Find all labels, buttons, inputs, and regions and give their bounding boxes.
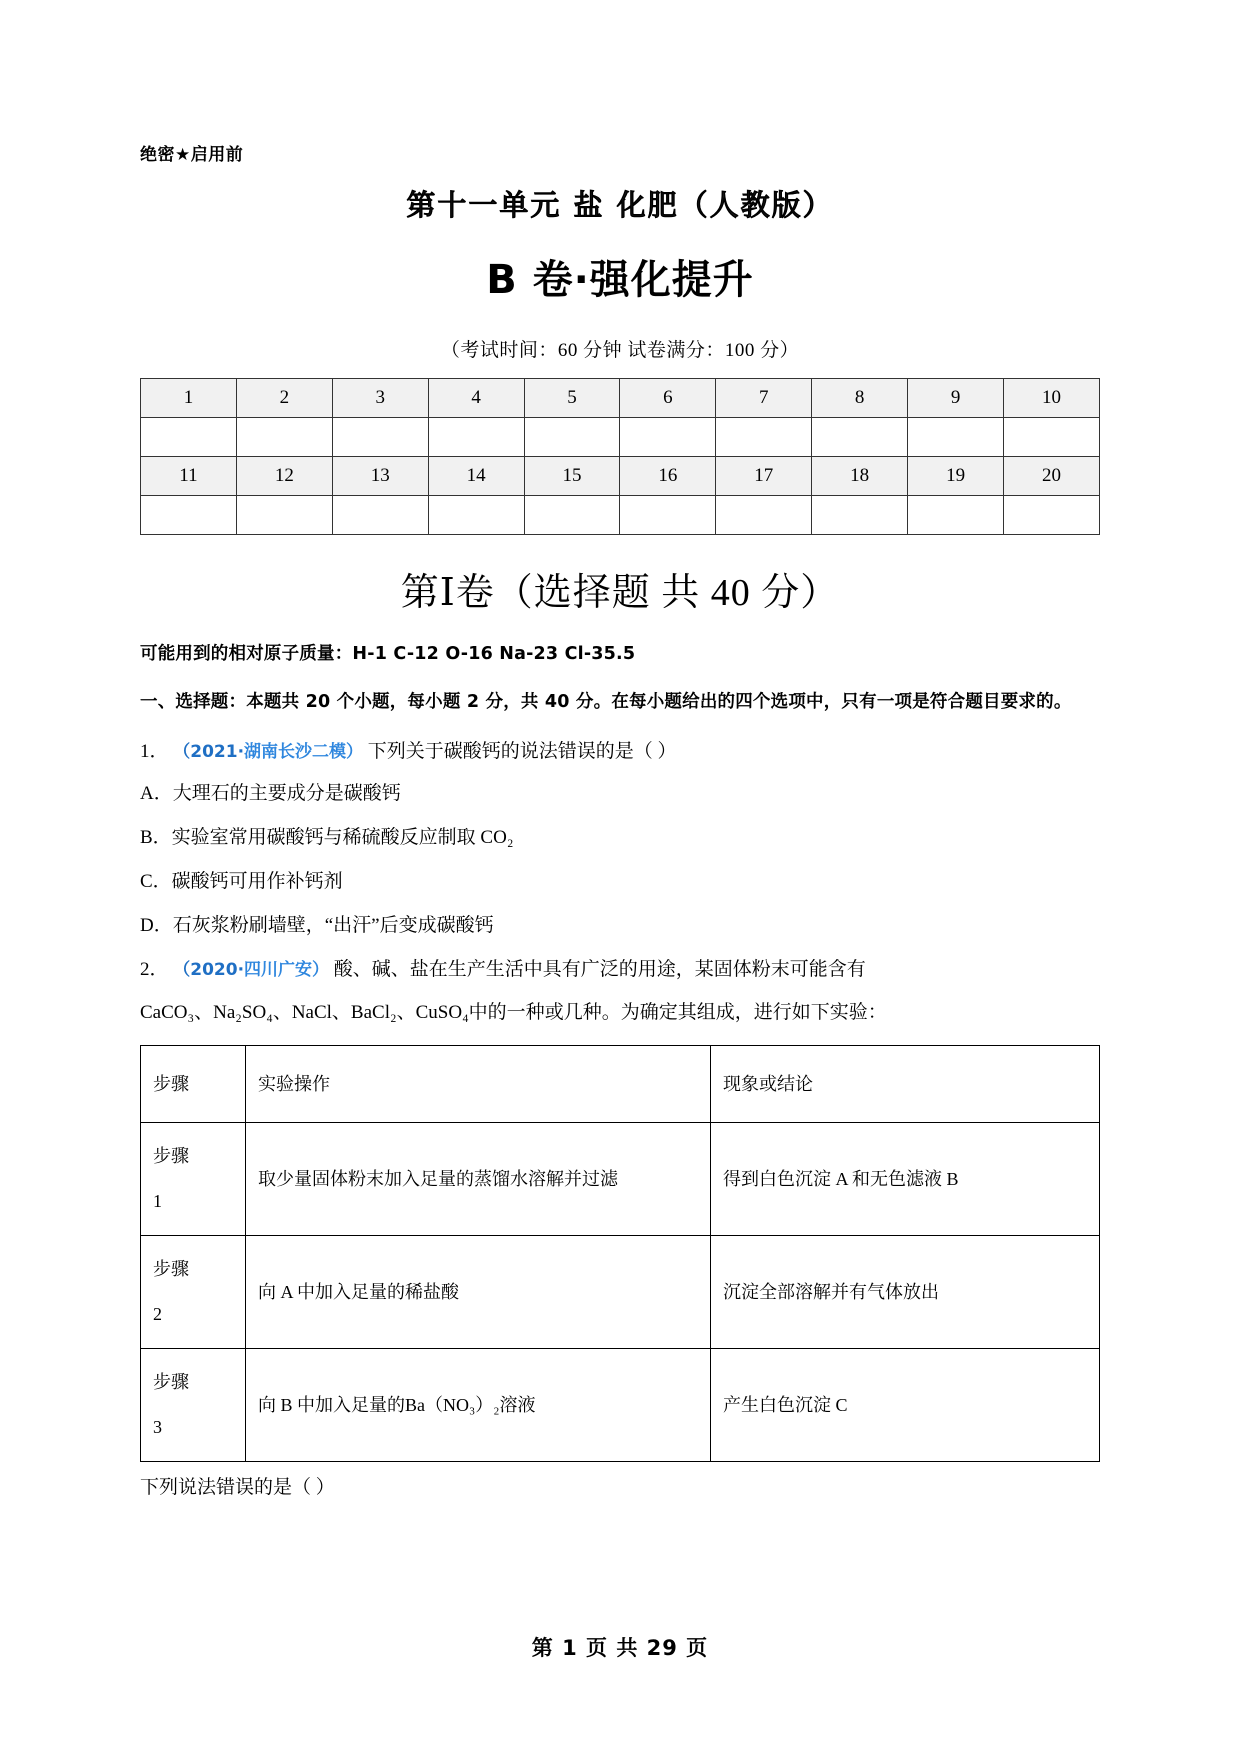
step-cell xyxy=(141,1235,246,1348)
source-location: 湖南长沙二模） xyxy=(244,742,364,762)
option-c[interactable]: C．碳酸钙可用作补钙剂 xyxy=(140,871,343,893)
question-stem-text: 下列关于碳酸钙的说法错误的是（ ） xyxy=(367,741,677,762)
answer-grid-answer-cell[interactable] xyxy=(236,418,332,457)
answer-grid-answer-cell[interactable] xyxy=(1004,496,1100,535)
step-label: 步骤 xyxy=(153,1259,189,1280)
answer-grid-number-cell: 15 xyxy=(524,457,620,496)
answer-grid-answer-cell[interactable] xyxy=(428,496,524,535)
answer-grid-number-cell: 20 xyxy=(1004,457,1100,496)
question-number: 1． xyxy=(140,741,169,762)
answer-grid-answer-row xyxy=(141,496,1100,535)
answer-grid-answer-cell[interactable] xyxy=(1004,418,1100,457)
step-label: 步骤 xyxy=(153,1372,189,1393)
column-header-result: 现象或结论 xyxy=(711,1045,1100,1122)
experiment-table-header-row xyxy=(141,1045,1100,1122)
answer-grid-number-cell: 19 xyxy=(908,457,1004,496)
source-year: （2020· xyxy=(173,960,245,981)
table-row xyxy=(141,1348,1100,1461)
answer-grid-answer-cell[interactable] xyxy=(428,418,524,457)
answer-grid-answer-row xyxy=(141,418,1100,457)
answer-grid-answer-cell[interactable] xyxy=(236,496,332,535)
operation-cell: 向 B 中加入足量的Ba（NO₃）₂溶液 xyxy=(246,1348,711,1461)
answer-grid-number-cell: 1 xyxy=(141,379,237,418)
answer-grid-answer-cell[interactable] xyxy=(812,418,908,457)
answer-grid-number-cell: 16 xyxy=(620,457,716,496)
answer-grid-answer-cell[interactable] xyxy=(908,418,1004,457)
answer-grid-number-cell: 6 xyxy=(620,379,716,418)
section-instruction: 一、选择题：本题共 20 个小题，每小题 2 分，共 40 分。在每小题给出的四个选项中，只有一项是符合题目要求的。 xyxy=(140,692,1072,712)
answer-grid-answer-cell[interactable] xyxy=(620,496,716,535)
answer-grid-answer-cell[interactable] xyxy=(524,496,620,535)
operation-cell: 取少量固体粉末加入足量的蒸馏水溶解并过滤 xyxy=(246,1122,711,1235)
answer-grid-answer-cell[interactable] xyxy=(141,418,237,457)
question-2-continuation: CaCO₃、Na₂SO₄、NaCl、BaCl₂、CuSO₄中的一种或几种。为确定其组成，进行如下实验： xyxy=(140,1001,887,1023)
column-header-operation: 实验操作 xyxy=(246,1045,711,1122)
step-number: 3 xyxy=(153,1416,162,1437)
source-location: 四川广安） xyxy=(244,960,330,981)
answer-grid-number-cell: 10 xyxy=(1004,379,1100,418)
answer-grid-number-cell: 12 xyxy=(236,457,332,496)
secrecy-mark: 绝密★启用前 xyxy=(140,145,244,165)
answer-grid-number-cell: 5 xyxy=(524,379,620,418)
column-header-step: 步骤 xyxy=(141,1045,246,1122)
page-footer: 第 1 页 共 29 页 xyxy=(531,1636,709,1660)
answer-grid-number-row xyxy=(141,379,1100,418)
question-2-tail: 下列说法错误的是（ ） xyxy=(140,1476,335,1498)
answer-grid-answer-cell[interactable] xyxy=(620,418,716,457)
answer-grid-number-cell: 3 xyxy=(332,379,428,418)
page-title: 第十一单元 盐 化肥（人教版） xyxy=(406,188,834,222)
option-b[interactable]: B．实验室常用碳酸钙与稀硫酸反应制取 CO₂ xyxy=(140,827,514,849)
relative-atomic-mass-note: 可能用到的相对原子质量：H-1 C-12 O-16 Na-23 Cl-35.5 xyxy=(140,644,636,664)
source-year: （2021· xyxy=(173,742,245,762)
answer-grid-number-row xyxy=(141,457,1100,496)
answer-grid-table xyxy=(140,378,1100,535)
question-stem-text: 酸、碱、盐在生产生活中具有广泛的用途，某固体粉末可能含有 xyxy=(333,959,866,981)
answer-grid-number-cell: 7 xyxy=(716,379,812,418)
step-number: 1 xyxy=(153,1190,162,1211)
volume-heading: 第Ⅰ卷（选择题 共 40 分） xyxy=(400,572,840,614)
operation-cell: 向 A 中加入足量的稀盐酸 xyxy=(246,1235,711,1348)
question-number: 2． xyxy=(140,959,169,981)
option-d[interactable]: D．石灰浆粉刷墙壁，“出汗”后变成碳酸钙 xyxy=(140,915,494,937)
answer-grid-number-cell: 9 xyxy=(908,379,1004,418)
answer-grid-number-cell: 17 xyxy=(716,457,812,496)
step-number: 2 xyxy=(153,1303,162,1324)
answer-grid-number-cell: 14 xyxy=(428,457,524,496)
answer-grid-answer-cell[interactable] xyxy=(332,496,428,535)
answer-grid-number-cell: 13 xyxy=(332,457,428,496)
answer-grid-number-cell: 4 xyxy=(428,379,524,418)
question-2 xyxy=(140,952,1100,988)
question-source xyxy=(173,742,363,762)
answer-grid-answer-cell[interactable] xyxy=(812,496,908,535)
question-source xyxy=(173,960,329,980)
answer-grid-answer-cell[interactable] xyxy=(716,496,812,535)
table-row xyxy=(141,1235,1100,1348)
question-1 xyxy=(140,734,1100,770)
answer-grid-answer-cell[interactable] xyxy=(716,418,812,457)
exam-info: （考试时间：60 分钟 试卷满分：100 分） xyxy=(440,340,800,361)
page-subtitle: B 卷·强化提升 xyxy=(486,257,754,303)
answer-grid-answer-cell[interactable] xyxy=(141,496,237,535)
answer-grid-answer-cell[interactable] xyxy=(332,418,428,457)
step-label: 步骤 xyxy=(153,1146,189,1167)
result-cell: 得到白色沉淀 A 和无色滤液 B xyxy=(711,1122,1100,1235)
experiment-table xyxy=(140,1045,1100,1462)
step-cell xyxy=(141,1122,246,1235)
step-cell xyxy=(141,1348,246,1461)
answer-grid-answer-cell[interactable] xyxy=(524,418,620,457)
table-row xyxy=(141,1122,1100,1235)
option-a[interactable]: A．大理石的主要成分是碳酸钙 xyxy=(140,783,401,805)
answer-grid-answer-cell[interactable] xyxy=(908,496,1004,535)
answer-grid-number-cell: 8 xyxy=(812,379,908,418)
answer-grid-number-cell: 18 xyxy=(812,457,908,496)
answer-grid-number-cell: 2 xyxy=(236,379,332,418)
result-cell: 沉淀全部溶解并有气体放出 xyxy=(711,1235,1100,1348)
result-cell: 产生白色沉淀 C xyxy=(711,1348,1100,1461)
answer-grid-number-cell: 11 xyxy=(141,457,237,496)
